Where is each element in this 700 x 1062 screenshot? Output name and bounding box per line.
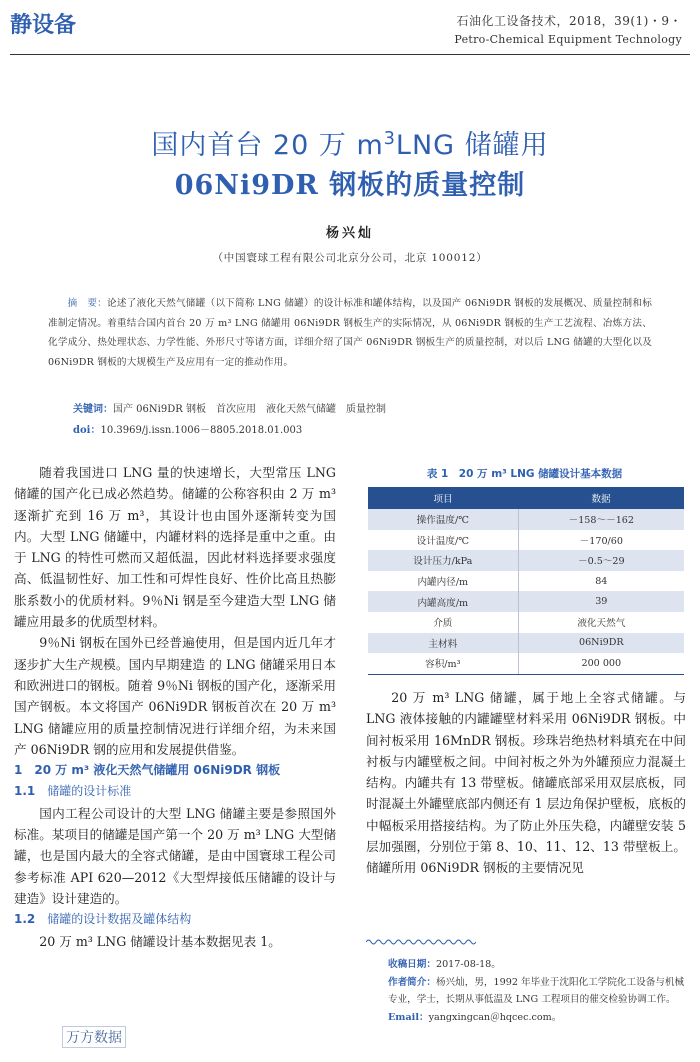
paragraph: 9％Ni 钢板在国外已经普遍使用，但是国内近几年才逐步扩大生产规模。国内早期建造 的 LNG 储罐采用日本和欧洲进口的钢板。随着 9％Ni 钢板的国产化，逐渐采用国产钢板。本文将国产 06Ni9DR 钢板首次在 20 万 m³ LNG 储罐应用的质量控制情况进行详细介绍，为未来国产 06Ni9DR 钢的应用和发展提供借鉴。 bbox=[14, 635, 336, 757]
table-row bbox=[368, 571, 684, 592]
doi-text: 10.3969/j.issn.1006－8805.2018.01.003 bbox=[100, 425, 303, 436]
author-bio-text: 杨兴灿，男，1992 年毕业于沈阳化工学院化工设备与机械专业，学士，长期从事低温及 LNG 工程项目的催交检验协调工作。 bbox=[388, 976, 685, 1005]
abstract-label: 摘 要： bbox=[67, 298, 108, 309]
table-row bbox=[368, 530, 684, 551]
article-title bbox=[0, 126, 700, 206]
journal-name-en: Petro-Chemical Equipment Technology bbox=[454, 33, 682, 46]
paragraph: 随着我国进口 LNG 量的快速增长，大型常压 LNG 储罐的国产化已成必然趋势。储罐的公称容积由 2 万 m³ 逐渐扩充到 16 万 m³，其设计也由国外逐渐转变为国内。大型 LNG 储罐中，内罐材料的选择是重中之重。由于 LNG 的特性可燃而又超低温，因此材料选择要求强度高、低温韧性好、加工性和可焊性良好、性价比高且热膨胀系数小的优质材料。9％Ni 钢是至今建造大型 LNG 储罐应用最多的优质型材料。 bbox=[14, 465, 336, 630]
received-label: 收稿日期： bbox=[388, 959, 436, 970]
footnotes bbox=[388, 956, 688, 1026]
footnote-wavy-divider bbox=[366, 938, 476, 946]
table-header-cell: 数据 bbox=[518, 487, 684, 509]
email-address[interactable]: yangxingcan＠hqcec.com。 bbox=[428, 1011, 562, 1023]
table-cell: 操作温度/℃ bbox=[368, 509, 518, 530]
database-watermark: 万方数据 bbox=[62, 1026, 126, 1048]
section-heading-1: 1 20 万 m³ 液化天然气储罐用 06Ni9DR 钢板 bbox=[14, 763, 281, 778]
table-header-cell: 项目 bbox=[368, 487, 518, 509]
author-bio-label: 作者简介： bbox=[388, 976, 436, 988]
table-cell: －0.5～29 bbox=[518, 550, 684, 571]
doi-label: doi： bbox=[73, 425, 101, 436]
paragraph: 20 万 m³ LNG 储罐，属于地上全容式储罐。与 LNG 液体接触的内罐罐壁材料采用 06Ni9DR 钢板。中间衬板采用 16MnDR 钢板。珍珠岩绝热材料填充在中间衬板与内罐壁板之间。中间衬板之外为外罐预应力混凝土结构。内罐共有 13 带壁板。储罐底部采用双层底板，同时混凝土外罐壁底部内侧还有 1 层边角保护壁板，底板的中幅板采用搭接结构。为了防止外压失稳，内罐壁安装 5 层加强圈，分别位于第 8、10、11、12、13 带壁板上。储罐所用 06Ni9DR 钢板的主要情况见 bbox=[366, 690, 686, 876]
heading-text: 储罐的设计标准 bbox=[47, 784, 132, 799]
table-cell: 39 bbox=[518, 591, 684, 612]
table-cell: 06Ni9DR bbox=[518, 633, 684, 654]
table-caption: 表 1 20 万 m³ LNG 储罐设计基本数据 bbox=[426, 468, 623, 480]
doi bbox=[73, 421, 302, 436]
heading-number: 1.1 bbox=[14, 784, 36, 799]
title-part-a: 国内首台 20 万 m bbox=[151, 130, 384, 161]
author-name: 杨兴灿 bbox=[325, 226, 374, 241]
left-column bbox=[14, 462, 336, 952]
table-cell: 内罐内径/m bbox=[368, 571, 518, 592]
table-cell: －158～－162 bbox=[518, 509, 684, 530]
section-heading-1-1 bbox=[14, 781, 336, 802]
table-row bbox=[368, 612, 684, 633]
email bbox=[388, 1009, 688, 1027]
email-label: Email： bbox=[388, 1011, 429, 1023]
table-row bbox=[368, 550, 684, 571]
table-cell: 84 bbox=[518, 571, 684, 592]
table-cell: 容积/m³ bbox=[368, 653, 518, 674]
paragraph: 20 万 m³ LNG 储罐设计基本数据见表 1。 bbox=[39, 933, 281, 949]
table-cell: 设计压力/kPa bbox=[368, 550, 518, 571]
table-cell: 设计温度/℃ bbox=[368, 530, 518, 551]
section-label: 静设备 bbox=[10, 13, 77, 38]
section-heading-1-2 bbox=[14, 909, 336, 930]
table-cell: 200 000 bbox=[518, 653, 684, 674]
journal-citation: 石油化工设备技术，2018，39(1)・9・ bbox=[456, 14, 682, 28]
author-bio bbox=[388, 974, 688, 1009]
received-date bbox=[388, 956, 688, 974]
title-line-2: 06Ni9DR 钢板的质量控制 bbox=[174, 170, 526, 201]
received-text: 2017-08-18。 bbox=[435, 959, 501, 970]
table-cell: 内罐高度/m bbox=[368, 591, 518, 612]
table-cell: －170/60 bbox=[518, 530, 684, 551]
table-row bbox=[368, 509, 684, 530]
table-row bbox=[368, 591, 684, 612]
keywords-text: 国产 06Ni9DR 钢板 首次应用 液化天然气储罐 质量控制 bbox=[113, 404, 386, 415]
keywords bbox=[73, 400, 386, 415]
author-affiliation: （中国寰球工程有限公司北京分公司，北京 100012） bbox=[212, 252, 488, 264]
heading-text: 储罐的设计数据及罐体结构 bbox=[47, 912, 192, 927]
title-part-b: LNG 储罐用 bbox=[395, 130, 549, 161]
paragraph: 国内工程公司设计的大型 LNG 储罐主要是参照国外标准。某项目的储罐是国产第一个 20 万 m³ LNG 大型储罐，也是国内最大的全容式储罐，是由中国寰球工程公司参考标准 API 620—2012《大型焊接低压储罐的设计与建造》设计建造的。 bbox=[14, 805, 336, 906]
table-cell: 液化天然气 bbox=[518, 612, 684, 633]
right-column bbox=[366, 687, 686, 879]
table-header-row bbox=[368, 487, 684, 509]
table-row bbox=[368, 633, 684, 654]
table-cell: 主材料 bbox=[368, 633, 518, 654]
table-row bbox=[368, 653, 684, 674]
abstract-text: 论述了液化天然气储罐（以下简称 LNG 储罐）的设计标准和罐体结构，以及国产 06Ni9DR 钢板的发展概况、质量控制和标准制定情况。着重结合国内首台 20 万 m³ LNG 储罐用 06Ni9DR 钢板生产的实际情况，从 06Ni9DR 钢板的生产工艺流程、冶炼方法、化学成分、热处理状态、力学性能、外形尺寸等诸方面，详细介绍了国产 06Ni9DR 钢板生产的质量控制，对以后 LNG 储罐的大型化以及 06Ni9DR 钢板的大规模生产及应用有一定的推动作用。 bbox=[48, 298, 652, 368]
title-line-1 bbox=[0, 126, 700, 166]
heading-number: 1.2 bbox=[14, 912, 36, 927]
title-superscript: 3 bbox=[383, 129, 396, 149]
table-cell: 介质 bbox=[368, 612, 518, 633]
header-divider bbox=[10, 54, 690, 55]
abstract bbox=[48, 294, 652, 372]
design-data-table bbox=[368, 487, 684, 675]
keywords-label: 关键词： bbox=[73, 404, 113, 415]
